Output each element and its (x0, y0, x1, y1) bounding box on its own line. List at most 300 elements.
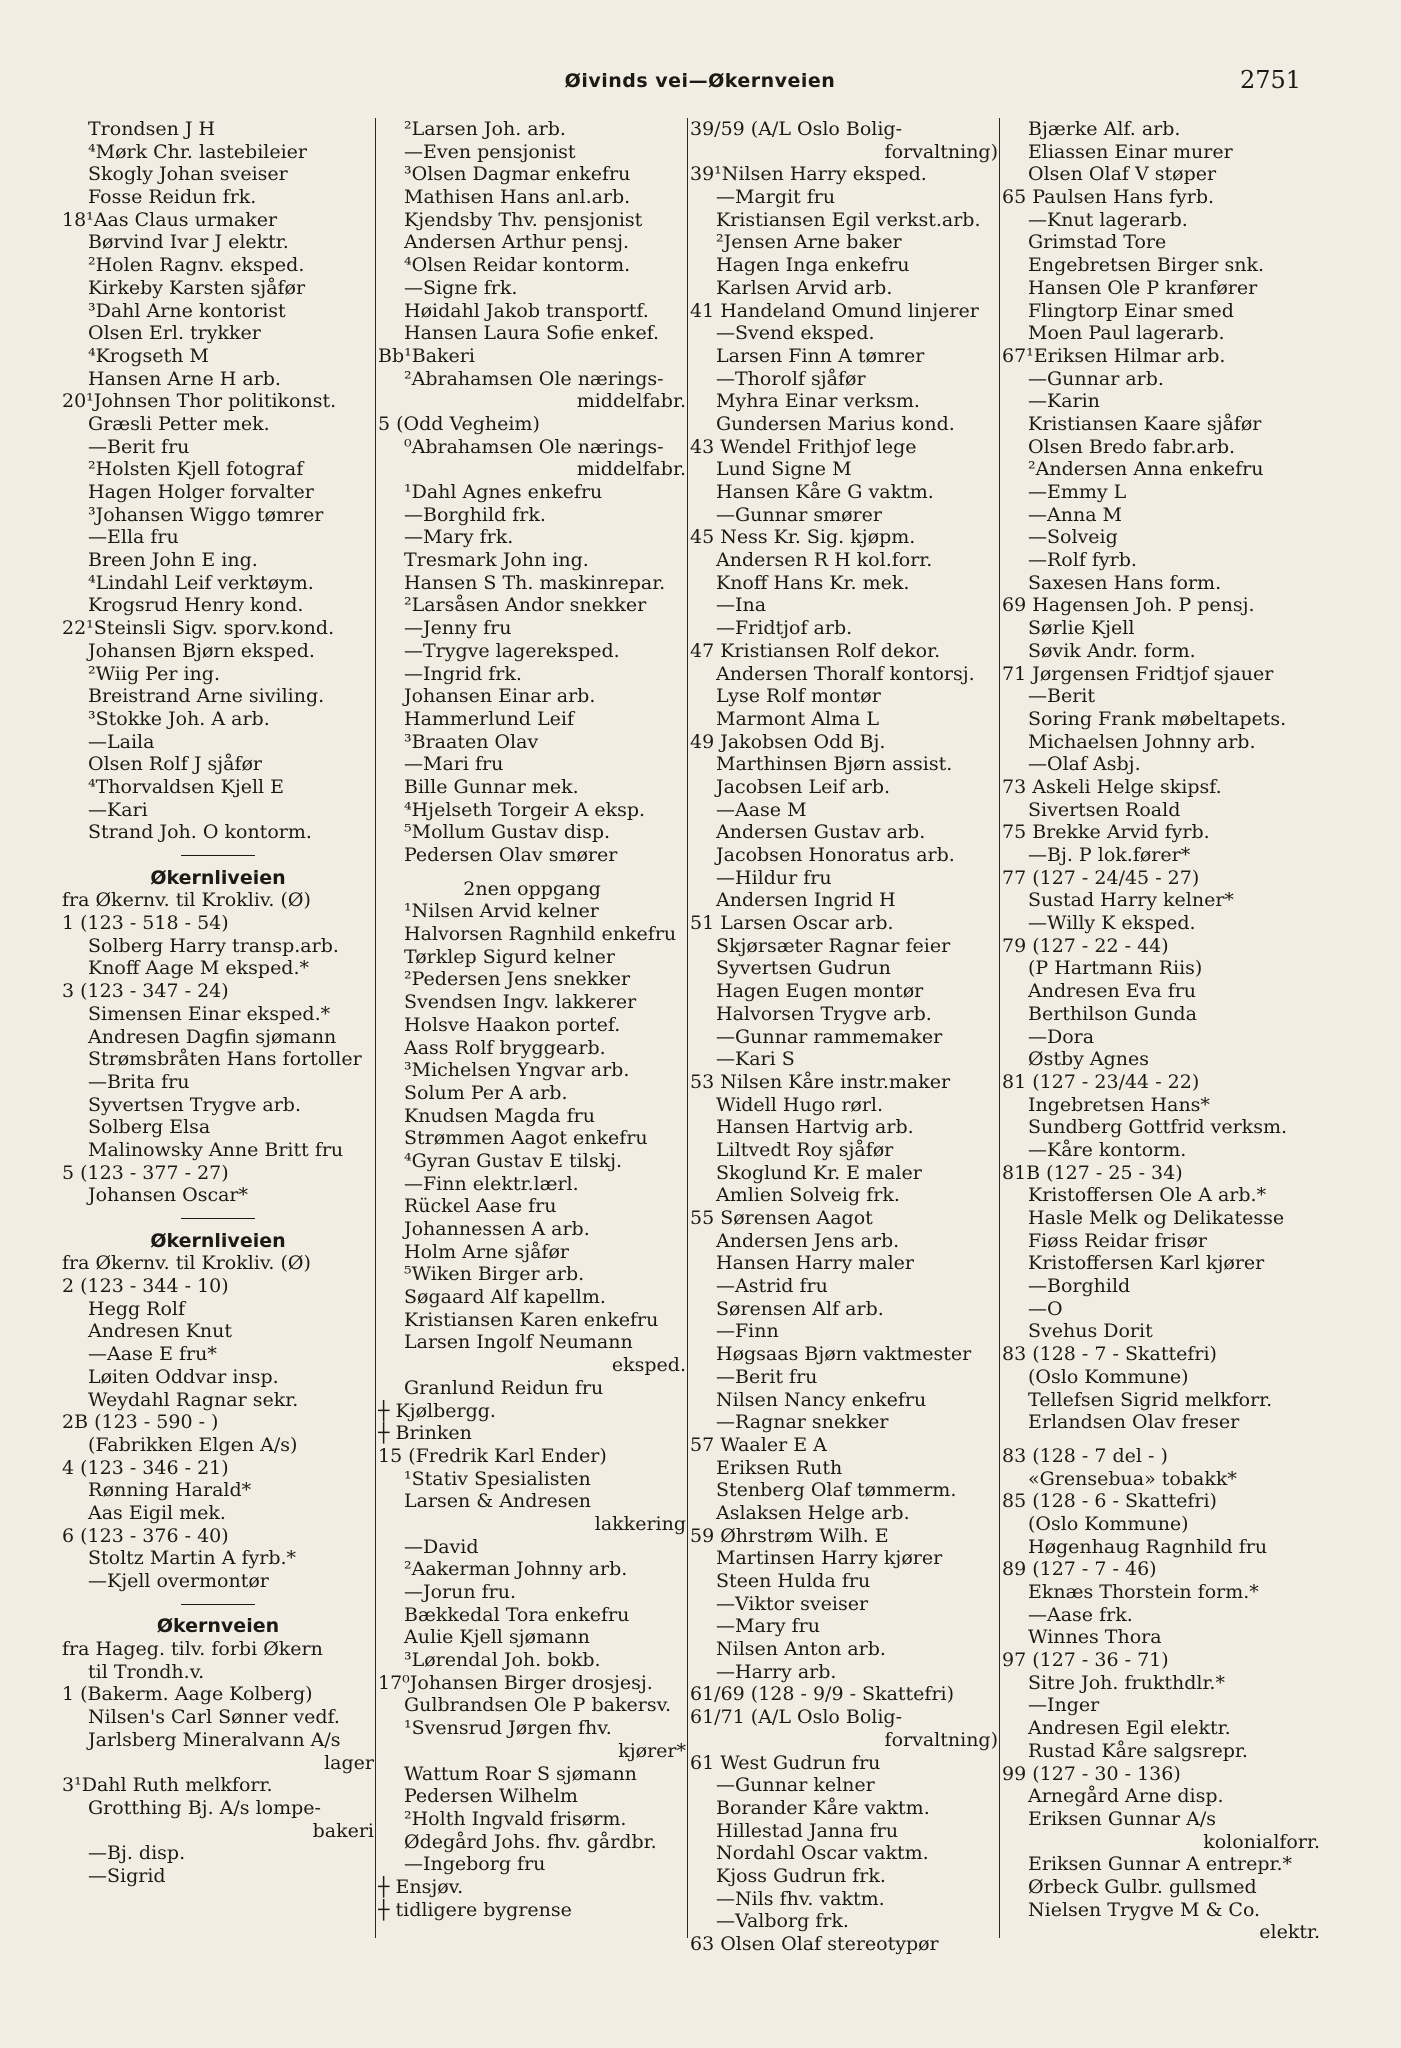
directory-entry: Eriksen Gunnar A entrepr.* (1028, 1853, 1293, 1876)
directory-entry: Andersen R H kol.forr. (716, 549, 933, 572)
directory-entry: —Solveig (1028, 526, 1118, 549)
directory-entry: —Karin (1028, 390, 1100, 413)
directory-entry: 51 Larsen Oscar arb. (690, 912, 894, 935)
directory-entry: Tresmark John ing. (404, 549, 589, 572)
directory-entry: Johannessen A arb. (404, 1218, 590, 1240)
directory-entry: Hansen Kåre G vaktm. (716, 481, 934, 503)
directory-entry: Solum Per A arb. (404, 1081, 568, 1104)
directory-entry: Kristoffersen Karl kjører (1028, 1252, 1265, 1275)
directory-entry: middelfabr. (576, 390, 686, 413)
directory-entry: —Kari (88, 798, 148, 821)
directory-entry: Aslaksen Helge arb. (716, 1501, 910, 1524)
directory-entry: Andersen Ingrid H (716, 889, 896, 912)
directory-entry: 2 (123 - 344 - 10) (62, 1275, 229, 1298)
directory-entry: Eliassen Einar murer (1028, 140, 1233, 163)
street-heading: Økernliveien (150, 1229, 286, 1252)
directory-entry: Hansen S Th. maskinrepar. (404, 571, 666, 594)
directory-entry: Svendsen Ingv. lakkerer (404, 991, 637, 1014)
directory-entry: Grotthing Bj. A/s lompe- (88, 1796, 321, 1819)
directory-entry: ³Stokke Joh. A arb. (88, 707, 270, 730)
directory-entry: Olsen Erl. trykker (88, 322, 261, 345)
directory-entry: Pedersen Olav smører (404, 844, 618, 866)
directory-entry: Widell Hugo rørl. (716, 1093, 884, 1116)
directory-entry: Syvertsen Gudrun (716, 957, 891, 980)
column-divider (999, 118, 1000, 1938)
directory-entry: Græsli Petter mek. (88, 412, 270, 435)
directory-entry: Andresen Knut (88, 1320, 233, 1343)
directory-entry: Ingebretsen Hans* (1028, 1093, 1210, 1116)
directory-entry: —Dora (1028, 1025, 1095, 1048)
directory-entry: Sørlie Kjell (1028, 617, 1135, 640)
directory-entry: Østby Agnes (1028, 1048, 1150, 1071)
directory-entry: Sivertsen Roald (1028, 798, 1181, 821)
directory-entry: Kirkeby Karsten sjåfør (88, 276, 306, 299)
directory-entry: (Fabrikken Elgen A/s) (88, 1433, 298, 1456)
directory-entry: Trondsen J H (88, 118, 216, 140)
column-divider (375, 118, 376, 1938)
directory-entry: ⁴Mørk Chr. lastebileier (88, 140, 307, 163)
directory-entry: 3 (123 - 347 - 24) (62, 980, 229, 1003)
directory-entry: Hillestad Janna fru (716, 1819, 899, 1842)
directory-entry: Breistrand Arne siviling. (88, 685, 325, 708)
directory-entry: Strømsbråten Hans fortoller (88, 1048, 362, 1071)
directory-entry: Fosse Reidun frk. (88, 186, 257, 209)
directory-entry: —Brita fru (88, 1070, 190, 1093)
directory-entry: 20¹Johnsen Thor politikonst. (62, 390, 337, 413)
directory-entry: —Thorolf sjåfør (716, 367, 866, 390)
directory-entry: —Knut lagerarb. (1028, 208, 1188, 231)
column-4 (1002, 118, 1320, 1998)
directory-entry: 61/71 (A/L Oslo Bolig- (690, 1706, 903, 1729)
directory-entry: ²Holth Ingvald frisørm. (404, 1807, 627, 1830)
directory-entry: Flingtorp Einar smed (1028, 299, 1234, 322)
directory-entry: Karlsen Arvid arb. (716, 276, 893, 299)
directory-entry: Johansen Einar arb. (404, 685, 596, 708)
directory-entry: 47 Kristiansen Rolf dekor. (690, 639, 941, 662)
directory-entry: Kristiansen Kaare sjåfør (1028, 412, 1262, 435)
directory-entry: —Inger (1028, 1694, 1100, 1717)
directory-entry: —Emmy L (1028, 481, 1127, 503)
directory-entry: ⁴Thorvaldsen Kjell E (88, 775, 285, 798)
directory-entry: 99 (127 - 30 - 136) (1002, 1762, 1181, 1785)
directory-entry: Hansen Ole P kranfører (1028, 276, 1258, 299)
directory-entry: —Aase E fru* (88, 1343, 217, 1366)
directory-entry: ┼ Brinken (378, 1422, 472, 1445)
directory-entry: 59 Øhrstrøm Wilh. E (690, 1524, 889, 1547)
directory-entry: —Viktor sveiser (716, 1592, 869, 1615)
directory-entry: Sundberg Gottfrid verksm. (1028, 1116, 1288, 1139)
column-3 (690, 118, 998, 1998)
directory-entry: 63 Olsen Olaf stereotypør (690, 1933, 939, 1955)
directory-entry: —Mari fru (404, 753, 504, 776)
directory-entry: ¹Svensrud Jørgen fhv. (404, 1717, 612, 1740)
directory-entry: 17⁰Johansen Birger drosjesj. (378, 1671, 653, 1694)
directory-entry: Johansen Bjørn eksped. (88, 639, 315, 662)
directory-entry: —Ingeborg fru (404, 1853, 546, 1876)
directory-entry: Andersen Arthur pensj. (404, 231, 630, 254)
directory-entry: Stoltz Martin A fyrb.* (88, 1547, 297, 1570)
directory-entry: —Kari S (716, 1048, 795, 1071)
directory-entry: Olsen Rolf J sjåfør (88, 753, 262, 776)
directory-entry: —Borghild (1028, 1275, 1131, 1298)
directory-entry: 83 (128 - 7 del - ) (1002, 1444, 1168, 1467)
directory-entry: Skjørsæter Ragnar feier (716, 934, 951, 957)
directory-entry: 81B (127 - 25 - 34) (1002, 1161, 1183, 1184)
directory-entry: Aas Eigil mek. (88, 1501, 226, 1524)
directory-entry: —Valborg frk. (716, 1910, 849, 1933)
directory-entry: —Nils fhv. vaktm. (716, 1887, 885, 1910)
directory-entry: ⁴Olsen Reidar kontorm. (404, 254, 631, 277)
directory-entry: Hansen Harry maler (716, 1252, 914, 1275)
directory-entry: 49 Jakobsen Odd Bj. (690, 730, 886, 753)
directory-entry: Svehus Dorit (1028, 1320, 1153, 1343)
directory-entry: —Rolf fyrb. (1028, 549, 1137, 572)
directory-entry: 1 (123 - 518 - 54) (62, 912, 229, 935)
directory-entry: Liltvedt Roy sjåfør (716, 1138, 894, 1161)
directory-entry: —Bj. P lok.fører* (1028, 844, 1191, 866)
directory-entry: «Grensebua» tobakk* (1028, 1467, 1237, 1490)
directory-entry: —Bj. disp. (88, 1842, 186, 1865)
column-divider (687, 118, 688, 1938)
directory-entry: Syvertsen Trygve arb. (88, 1093, 301, 1116)
directory-entry: Kristiansen Egil verkst.arb. (716, 208, 981, 231)
directory-entry: Sørensen Alf arb. (716, 1297, 884, 1320)
directory-entry: Berthilson Gunda (1028, 1002, 1197, 1025)
directory-entry: —Willy K eksped. (1028, 912, 1196, 935)
directory-entry: —Gunnar arb. (1028, 367, 1164, 390)
directory-entry: Olsen Bredo fabr.arb. (1028, 435, 1236, 458)
directory-entry: ²Larsåsen Andor snekker (404, 594, 647, 617)
directory-entry: Nilsen Anton arb. (716, 1638, 886, 1661)
column-1 (62, 118, 374, 1998)
directory-entry: Krogsrud Henry kond. (88, 594, 304, 617)
directory-entry: Stenberg Olaf tømmerm. (716, 1479, 957, 1502)
page-number: 2751 (1240, 66, 1302, 94)
directory-entry: Solberg Harry transp.arb. (88, 934, 339, 957)
directory-entry: forvaltning) (884, 140, 998, 163)
directory-entry: —Berit fru (716, 1365, 818, 1388)
directory-entry: ¹Stativ Spesialisten (404, 1467, 591, 1490)
directory-entry: Rückel Aase fru (404, 1195, 557, 1218)
directory-entry: Larsen & Andresen (404, 1490, 591, 1513)
directory-entry: bakeri (312, 1819, 374, 1842)
directory-entry: Fiøss Reidar frisør (1028, 1229, 1207, 1252)
directory-entry: Pedersen Wilhelm (404, 1785, 578, 1808)
directory-entry: ³Johansen Wiggo tømrer (88, 503, 324, 526)
directory-entry: —Finn (716, 1320, 779, 1343)
directory-entry: —David (404, 1535, 479, 1558)
directory-entry: ²Larsen Joh. arb. (404, 118, 566, 140)
directory-entry: —Harry arb. (716, 1660, 837, 1683)
directory-entry: ⁴Gyran Gustav E tilskj. (404, 1149, 623, 1172)
directory-entry: 75 Brekke Arvid fyrb. (1002, 821, 1210, 844)
directory-entry: —Ingrid frk. (404, 662, 522, 685)
directory-entry: Amlien Solveig frk. (716, 1184, 900, 1207)
directory-entry: Johansen Oscar* (88, 1184, 249, 1207)
directory-entry: lager (324, 1751, 374, 1774)
directory-entry: Borander Kåre vaktm. (716, 1796, 930, 1819)
directory-entry: Ødegård Johs. fhv. gårdbr. (404, 1830, 657, 1853)
directory-entry: Nielsen Trygve M & Co. (1028, 1898, 1261, 1921)
directory-entry: Malinowsky Anne Britt fru (88, 1138, 344, 1161)
directory-entry: Moen Paul lagerarb. (1028, 322, 1225, 345)
directory-entry: Hasle Melk og Delikatesse (1028, 1207, 1285, 1229)
directory-entry: 4 (123 - 346 - 21) (62, 1456, 229, 1479)
directory-entry: Marthinsen Bjørn assist. (716, 753, 953, 776)
directory-entry: —Ragnar snekker (716, 1411, 889, 1434)
directory-entry: Simensen Einar eksped.* (88, 1002, 331, 1025)
directory-entry: Halvorsen Ragnhild enkefru (404, 923, 677, 946)
directory-entry: —Margit fru (716, 186, 836, 209)
directory-entry: Larsen Finn A tømrer (716, 344, 925, 367)
directory-entry: Michaelsen Johnny arb. (1028, 730, 1256, 753)
directory-entry: 39/59 (A/L Oslo Bolig- (690, 118, 903, 140)
directory-entry: ²Aakerman Johnny arb. (404, 1558, 628, 1581)
directory-entry: ²Holsten Kjell fotograf (88, 458, 304, 481)
directory-entry: ┼ Kjølbergg. (378, 1399, 496, 1422)
directory-entry: —Ina (716, 594, 767, 617)
column-2 (378, 118, 686, 1998)
directory-entry: Søvik Andr. form. (1028, 639, 1196, 662)
directory-entry: Sustad Harry kelner* (1028, 889, 1234, 912)
directory-entry: Granlund Reidun fru (404, 1376, 604, 1399)
directory-entry: (Oslo Kommune) (1028, 1512, 1189, 1535)
directory-entry: 1 (Bakerm. Aage Kolberg) (62, 1683, 313, 1706)
directory-entry: —Olaf Asbj. (1028, 753, 1141, 776)
directory-entry: kjører* (618, 1739, 686, 1762)
directory-entry: Soring Frank møbeltapets. (1028, 707, 1287, 730)
directory-entry: Marmont Alma L (716, 707, 880, 730)
directory-entry: Høidahl Jakob transportf. (404, 299, 649, 322)
directory-entry: eksped. (611, 1354, 686, 1377)
directory-entry: ⁵Wiken Birger arb. (404, 1263, 585, 1286)
directory-entry: 83 (128 - 7 - Skattefri) (1002, 1343, 1217, 1366)
directory-entry: elektr. (1259, 1921, 1320, 1944)
directory-entry: Winnes Thora (1028, 1626, 1162, 1649)
directory-entry: Rønning Harald* (88, 1479, 252, 1502)
directory-entry: 97 (127 - 36 - 71) (1002, 1649, 1169, 1672)
directory-entry: 45 Ness Kr. Sig. kjøpm. (690, 526, 916, 549)
directory-entry: 5 (Odd Vegheim) (378, 412, 540, 435)
directory-entry: 73 Askeli Helge skipsf. (1002, 775, 1222, 798)
directory-entry: Arnegård Arne disp. (1028, 1785, 1224, 1808)
directory-entry: Nilsen Nancy enkefru (716, 1388, 927, 1411)
directory-entry: —O (1028, 1297, 1063, 1320)
directory-entry: Gulbrandsen Ole P bakersv. (404, 1694, 672, 1717)
directory-entry: Andresen Egil elektr. (1028, 1717, 1231, 1740)
section-rule (62, 1593, 374, 1616)
directory-entry: Hammerlund Leif (404, 707, 574, 730)
directory-entry: 5 (123 - 377 - 27) (62, 1161, 229, 1184)
directory-entry: Kristiansen Karen enkefru (404, 1308, 659, 1331)
directory-entry: Martinsen Harry kjører (716, 1547, 943, 1570)
directory-entry: Andersen Jens arb. (716, 1229, 900, 1252)
directory-entry: Holm Arne sjåfør (404, 1240, 569, 1263)
directory-entry: Aass Rolf bryggearb. (404, 1036, 606, 1059)
section-rule (62, 1207, 374, 1230)
directory-entry: Andersen Gustav arb. (716, 821, 926, 844)
directory-entry: Steen Hulda fru (716, 1570, 871, 1592)
directory-entry: Wattum Roar S sjømann (404, 1762, 637, 1785)
directory-entry: forvaltning) (884, 1728, 998, 1751)
directory-entry: ⁰Abrahamsen Ole nærings- (404, 435, 664, 458)
spacer (1002, 1434, 1320, 1445)
page-title: Øivinds vei—Økernveien (564, 70, 836, 92)
directory-entry: Halvorsen Trygve arb. (716, 1002, 932, 1025)
directory-entry: Andersen Thoralf kontorsj. (716, 662, 975, 685)
directory-entry: Jarlsberg Mineralvann A/s (88, 1728, 341, 1751)
directory-entry: —Mary frk. (404, 526, 514, 549)
directory-entry: Børvind Ivar J elektr. (88, 231, 289, 254)
directory-entry: ⁵Mollum Gustav disp. (404, 821, 611, 844)
directory-entry: Hansen Laura Sofie enkef. (404, 322, 660, 345)
directory-entry: Erlandsen Olav freser (1028, 1411, 1240, 1434)
directory-entry: Nordahl Oscar vaktm. (716, 1842, 929, 1865)
directory-entry: Hegg Rolf (88, 1297, 186, 1320)
directory-entry: —Gunnar smører (716, 503, 882, 526)
directory-entry: —Gunnar rammemaker (716, 1025, 943, 1048)
directory-entry: 3¹Dahl Ruth melkforr. (62, 1774, 273, 1797)
directory-entry: 15 (Fredrik Karl Ender) (378, 1444, 607, 1467)
directory-entry: —Sigrid (88, 1864, 166, 1887)
directory-entry: Strand Joh. O kontorm. (88, 821, 312, 844)
directory-entry: 22¹Steinsli Sigv. sporv.kond. (62, 617, 335, 640)
directory-entry: (Oslo Kommune) (1028, 1365, 1189, 1388)
directory-entry: —Svend eksped. (716, 322, 875, 345)
directory-entry: (P Hartmann Riis) (1028, 957, 1203, 980)
directory-entry: Høgsaas Bjørn vaktmester (716, 1343, 972, 1366)
directory-entry: Lund Signe M (716, 458, 852, 481)
directory-entry: Kjoss Gudrun frk. (716, 1864, 886, 1887)
directory-entry: Ørbeck Gulbr. gullsmed (1028, 1875, 1257, 1898)
directory-entry: 61/69 (128 - 9/9 - Skattefri) (690, 1683, 955, 1706)
directory-entry: Engebretsen Birger snk. (1028, 254, 1265, 277)
directory-entry: Andresen Eva fru (1028, 980, 1197, 1003)
directory-entry: —Trygve lagereksped. (404, 639, 620, 662)
directory-entry: 41 Handeland Omund linjerer (690, 299, 979, 322)
directory-entry: Bækkedal Tora enkefru (404, 1603, 630, 1626)
directory-entry: —Mary fru (716, 1615, 820, 1638)
directory-entry: Jacobsen Leif arb. (716, 775, 891, 798)
directory-entry: —Finn elektr.lærl. (404, 1172, 579, 1195)
directory-entry: ²Pedersen Jens snekker (404, 968, 631, 991)
directory-entry: Eknæs Thorstein form.* (1028, 1581, 1259, 1603)
directory-entry: —Jenny fru (404, 617, 512, 640)
directory-entry: fra Økernv. til Krokliv. (Ø) (62, 889, 311, 912)
directory-entry: ⁴Hjelseth Torgeir A eksp. (404, 798, 646, 821)
directory-entry: Olsen Olaf V støper (1028, 163, 1217, 186)
directory-entry: Weydahl Ragnar sekr. (88, 1388, 299, 1411)
directory-entry: Hansen Hartvig arb. (716, 1116, 914, 1139)
directory-entry: Breen John E ing. (88, 549, 258, 572)
directory-entry: Lyse Rolf montør (716, 685, 881, 708)
directory-entry: fra Hageg. tilv. forbi Økern (62, 1638, 323, 1661)
directory-entry: 89 (127 - 7 - 46) (1002, 1558, 1157, 1581)
directory-entry: Strømmen Aagot enkefru (404, 1127, 648, 1150)
directory-entry: ¹Nilsen Arvid kelner (404, 900, 599, 923)
directory-entry: ³Olsen Dagmar enkefru (404, 163, 631, 186)
directory-entry: —Berit fru (88, 435, 190, 458)
directory-entry: Knudsen Magda fru (404, 1104, 595, 1127)
directory-entry: 53 Nilsen Kåre instr.maker (690, 1070, 951, 1093)
directory-entry: —Hildur fru (716, 866, 832, 889)
directory-entry: —Astrid fru (716, 1275, 828, 1298)
directory-entry: ³Braaten Olav (404, 730, 539, 753)
directory-entry: —Jorun fru. (404, 1581, 517, 1603)
directory-entry: ²Andersen Anna enkefru (1028, 458, 1264, 481)
directory-entry: Bb¹Bakeri (378, 344, 475, 367)
directory-entry: —Berit (1028, 685, 1096, 708)
directory-entry: —Gunnar kelner (716, 1774, 875, 1797)
directory-entry: 69 Hagensen Joh. P pensj. (1002, 594, 1255, 617)
directory-entry: 65 Paulsen Hans fyrb. (1002, 186, 1215, 209)
directory-entry: Eriksen Gunnar A/s (1028, 1807, 1217, 1830)
street-heading: Økernliveien (150, 866, 286, 889)
directory-entry: Aulie Kjell sjømann (404, 1626, 590, 1649)
directory-entry: Bjærke Alf. arb. (1028, 118, 1181, 140)
directory-entry: Saxesen Hans form. (1028, 571, 1222, 594)
directory-entry: Grimstad Tore (1028, 231, 1167, 254)
directory-entry: 85 (128 - 6 - Skattefri) (1002, 1490, 1217, 1513)
directory-entry: 67¹Eriksen Hilmar arb. (1002, 344, 1226, 367)
directory-entry: 55 Sørensen Aagot (690, 1207, 873, 1229)
directory-entry: Tørklep Sigurd kelner (404, 945, 615, 968)
directory-entry: Knoff Aage M eksped.* (88, 957, 310, 980)
directory-entry: —Ella fru (88, 526, 179, 549)
directory-entry: Jacobsen Honoratus arb. (716, 844, 955, 866)
directory-entry: —Fridtjof arb. (716, 617, 853, 640)
directory-entry: Myhra Einar verksm. (716, 390, 920, 413)
directory-entry: 81 (127 - 23/44 - 22) (1002, 1070, 1200, 1093)
directory-entry: lakkering (594, 1512, 686, 1535)
directory-entry: ²Abrahamsen Ole nærings- (404, 367, 664, 390)
directory-entry: —Anna M (1028, 503, 1123, 526)
directory-entry: til Trondh.v. (88, 1660, 205, 1683)
section-rule (62, 844, 374, 867)
spacer (378, 867, 686, 878)
directory-entry: —Borghild frk. (404, 503, 546, 526)
directory-entry: Solberg Elsa (88, 1116, 211, 1139)
directory-entry: Andresen Dagfin sjømann (88, 1025, 337, 1048)
directory-entry: Mathisen Hans anl.arb. (404, 186, 631, 209)
directory-entry: Larsen Ingolf Neumann (404, 1331, 633, 1354)
directory-entry: Gundersen Marius kond. (716, 412, 955, 435)
directory-entry: ┼ tidligere bygrense (378, 1898, 572, 1921)
directory-entry: fra Økernv. til Krokliv. (Ø) (62, 1252, 311, 1275)
directory-entry: 43 Wendel Frithjof lege (690, 435, 917, 458)
directory-entry: 61 West Gudrun fru (690, 1751, 881, 1774)
directory-entry: ┼ Ensjøv. (378, 1875, 464, 1898)
directory-entry: 79 (127 - 22 - 44) (1002, 934, 1169, 957)
directory-entry: Bille Gunnar mek. (404, 775, 579, 798)
directory-entry: Kjendsby Thv. pensjonist (404, 208, 643, 231)
directory-entry: Hagen Holger forvalter (88, 481, 314, 503)
directory-entry: —Kjell overmontør (88, 1570, 269, 1592)
street-heading: Økernveien (156, 1615, 280, 1638)
directory-entry: kolonialforr. (1203, 1830, 1320, 1853)
directory-entry: Eriksen Ruth (716, 1456, 843, 1479)
directory-entry: 6 (123 - 376 - 40) (62, 1524, 229, 1547)
directory-entry: ³Dahl Arne kontorist (88, 299, 286, 322)
directory-entry: ³Michelsen Yngvar arb. (404, 1059, 630, 1082)
page-header (0, 62, 1401, 102)
directory-entry: —Laila (88, 730, 155, 753)
directory-entry: ²Wiig Per ing. (88, 662, 220, 685)
directory-entry: 2nen oppgang (463, 877, 601, 900)
directory-entry: ³Lørendal Joh. bokb. (404, 1649, 601, 1672)
directory-entry: Skogly Johan sveiser (88, 163, 288, 186)
directory-entry: —Even pensjonist (404, 140, 576, 163)
